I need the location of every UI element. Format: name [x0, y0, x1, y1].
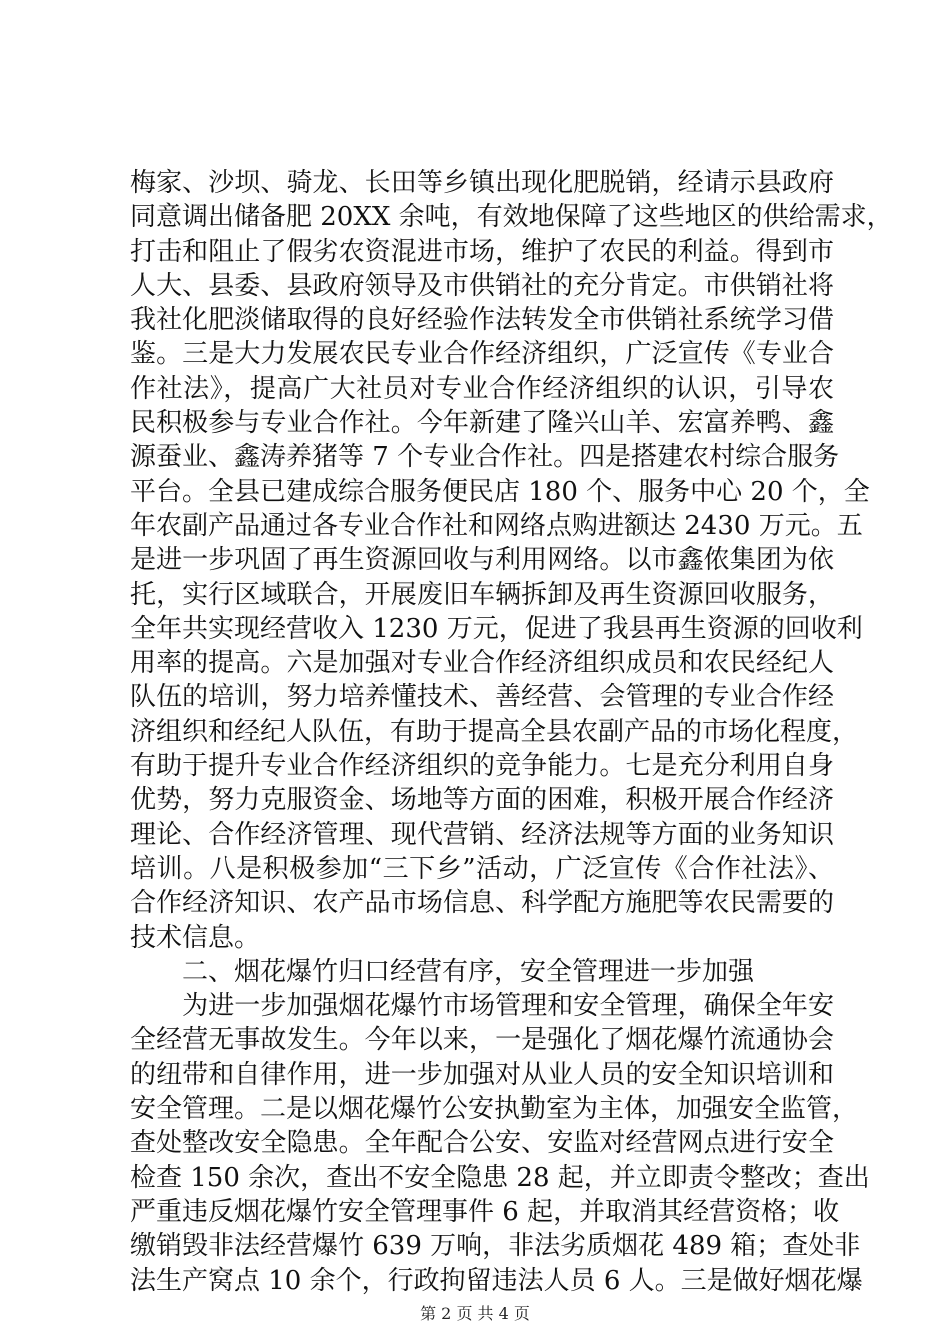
text-line: 同意调出储备肥 20XX 余吨，有效地保障了这些地区的供给需求， — [130, 202, 893, 233]
text-line: 缴销毁非法经营爆竹 639 万响，非法劣质烟花 489 箱；查处非 — [130, 1231, 861, 1262]
text-line: 托，实行区域联合，开展废旧车辆拆卸及再生资源回收服务， — [130, 579, 834, 610]
text-line: 是进一步巩固了再生资源回收与利用网络。以市鑫侬集团为依 — [130, 545, 834, 576]
text-line: 优势，努力克服资金、场地等方面的困难，积极开展合作经济 — [130, 785, 834, 816]
text-line: 人大、县委、县政府领导及市供销社的充分肯定。市供销社将 — [130, 270, 834, 301]
text-line: 有助于提升专业合作经济组织的竞争能力。七是充分利用自身 — [130, 751, 834, 782]
section-heading: 二、烟花爆竹归口经营有序，安全管理进一步加强 — [130, 956, 755, 987]
document-body — [130, 166, 893, 1298]
text-line: 理论、合作经济管理、现代营销、经济法规等方面的业务知识 — [130, 819, 834, 850]
text-line: 作社法》，提高广大社员对专业合作经济组织的认识，引导农 — [130, 373, 834, 404]
page-number-footer: 第 2 页 共 4 页 — [420, 1304, 530, 1323]
text-line: 的纽带和自律作用，进一步加强对从业人员的安全知识培训和 — [130, 1059, 834, 1090]
text-line: 严重违反烟花爆竹安全管理事件 6 起，并取消其经营资格；收 — [130, 1196, 840, 1227]
text-line: 查处整改安全隐患。全年配合公安、安监对经营网点进行安全 — [130, 1128, 834, 1159]
text-line: 鉴。三是大力发展农民专业合作经济组织，广泛宣传《专业合 — [130, 339, 834, 370]
text-line: 济组织和经纪人队伍，有助于提高全县农副产品的市场化程度， — [130, 716, 859, 747]
text-line: 安全管理。二是以烟花爆竹公安执勤室为主体，加强安全监管， — [130, 1094, 859, 1125]
text-line: 培训。八是积极参加“三下乡”活动，广泛宣传《合作社法》、 — [130, 853, 834, 884]
text-line: 法生产窝点 10 余个，行政拘留违法人员 6 人。三是做好烟花爆 — [130, 1265, 863, 1296]
text-line: 民积极参与专业合作社。今年新建了隆兴山羊、宏富养鸭、鑫 — [130, 408, 834, 439]
text-line: 梅家、沙坝、骑龙、长田等乡镇出现化肥脱销，经请示县政府 — [130, 168, 834, 198]
text-line: 检查 150 余次，查出不安全隐患 28 起，并立即责令整改；查出 — [130, 1162, 870, 1193]
text-line: 用率的提高。六是加强对专业合作经济组织成员和农民经纪人 — [130, 648, 834, 679]
text-line: 合作经济知识、农产品市场信息、科学配方施肥等农民需要的 — [130, 888, 834, 919]
text-line: 年农副产品通过各专业合作社和网络点购进额达 2430 万元。五 — [130, 510, 863, 541]
text-line: 打击和阻止了假劣农资混进市场，维护了农民的利益。得到市 — [130, 236, 834, 267]
text-line: 全年共实现经营收入 1230 万元，促进了我县再生资源的回收利 — [130, 613, 863, 644]
text-line: 我社化肥淡储取得的良好经验作法转发全市供销社系统学习借 — [130, 305, 834, 336]
text-line: 为进一步加强烟花爆竹市场管理和安全管理，确保全年安 — [130, 991, 834, 1022]
text-line: 技术信息。 — [130, 922, 261, 953]
text-line: 源蚕业、鑫涛养猪等 7 个专业合作社。四是搭建农村综合服务 — [130, 442, 840, 473]
text-line: 全经营无事故发生。今年以来，一是强化了烟花爆竹流通协会 — [130, 1025, 834, 1056]
text-line: 队伍的培训，努力培养懂技术、善经营、会管理的专业合作经 — [130, 682, 834, 713]
text-line: 平台。全县已建成综合服务便民店 180 个、服务中心 20 个，全 — [130, 476, 870, 507]
